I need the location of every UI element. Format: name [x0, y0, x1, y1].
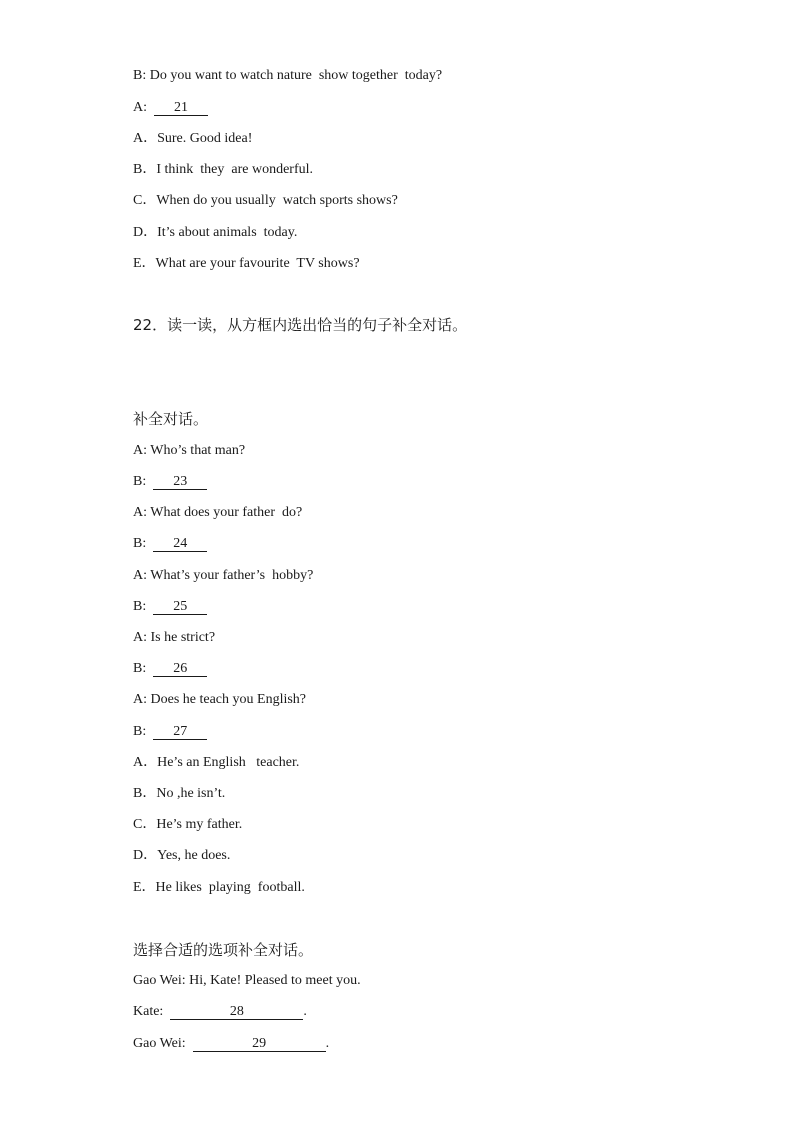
speaker-prefix: B: [133, 661, 154, 676]
dialogue-line: A: Does he teach you English? [133, 692, 307, 707]
option-e: E．He likes playing football. [133, 880, 305, 895]
speaker-prefix: B: [133, 536, 154, 551]
dialogue-line-blank-27 [133, 723, 207, 741]
option-a: A．Sure. Good idea! [133, 131, 253, 146]
answer-blank-21[interactable]: 21 [154, 100, 208, 116]
option-b: B．I think they are wonderful. [133, 162, 314, 177]
answer-blank-29[interactable]: 29 [193, 1036, 326, 1052]
speaker-prefix: B: [133, 599, 154, 614]
answer-blank-27[interactable]: 27 [153, 724, 207, 740]
dialogue-line-blank-25 [133, 598, 207, 616]
speaker-prefix: Gao Wei: [133, 1036, 193, 1051]
option-c: C．He’s my father. [133, 817, 243, 832]
dialogue-line-blank-28 [133, 1003, 307, 1021]
answer-blank-23[interactable]: 23 [153, 474, 207, 490]
dialogue-line-blank-21 [133, 99, 208, 117]
dialogue-line: A: Is he strict? [133, 630, 216, 645]
speaker-prefix: B: [133, 474, 154, 489]
sentence-end: . [325, 1036, 330, 1051]
option-d: D．It’s about animals today. [133, 225, 298, 240]
answer-blank-28[interactable]: 28 [170, 1004, 303, 1020]
speaker-prefix: B: [133, 724, 154, 739]
answer-blank-24[interactable]: 24 [153, 536, 207, 552]
dialogue-line: Gao Wei: Hi, Kate! Pleased to meet you. [133, 973, 361, 988]
dialogue-line-blank-29 [133, 1035, 329, 1053]
dialogue-line: A: What’s your father’s hobby? [133, 568, 314, 583]
dialogue-line-blank-26 [133, 660, 207, 678]
option-c: C．When do you usually watch sports shows? [133, 193, 398, 208]
dialogue-line: A: What does your father do? [133, 505, 303, 520]
speaker-prefix: A: [133, 100, 154, 115]
dialogue-line-blank-24 [133, 535, 207, 553]
option-d: D．Yes, he does. [133, 848, 231, 863]
section-title: 选择合适的选项补全对话。 [133, 941, 314, 959]
dialogue-line: A: Who’s that man? [133, 443, 246, 458]
dialogue-line-blank-23 [133, 473, 207, 491]
speaker-prefix: Kate: [133, 1004, 171, 1019]
section-title: 补全对话。 [133, 410, 209, 428]
question-22-heading: 22．读一读，从方框内选出恰当的句子补全对话。 [133, 316, 468, 334]
dialogue-line: B: Do you want to watch nature show together today? [133, 68, 443, 83]
option-b: B．No ,he isn’t. [133, 786, 226, 801]
option-e: E．What are your favourite TV shows? [133, 256, 360, 271]
answer-blank-25[interactable]: 25 [153, 599, 207, 615]
option-a: A．He’s an English teacher. [133, 755, 300, 770]
sentence-end: . [303, 1004, 307, 1019]
answer-blank-26[interactable]: 26 [153, 661, 207, 677]
